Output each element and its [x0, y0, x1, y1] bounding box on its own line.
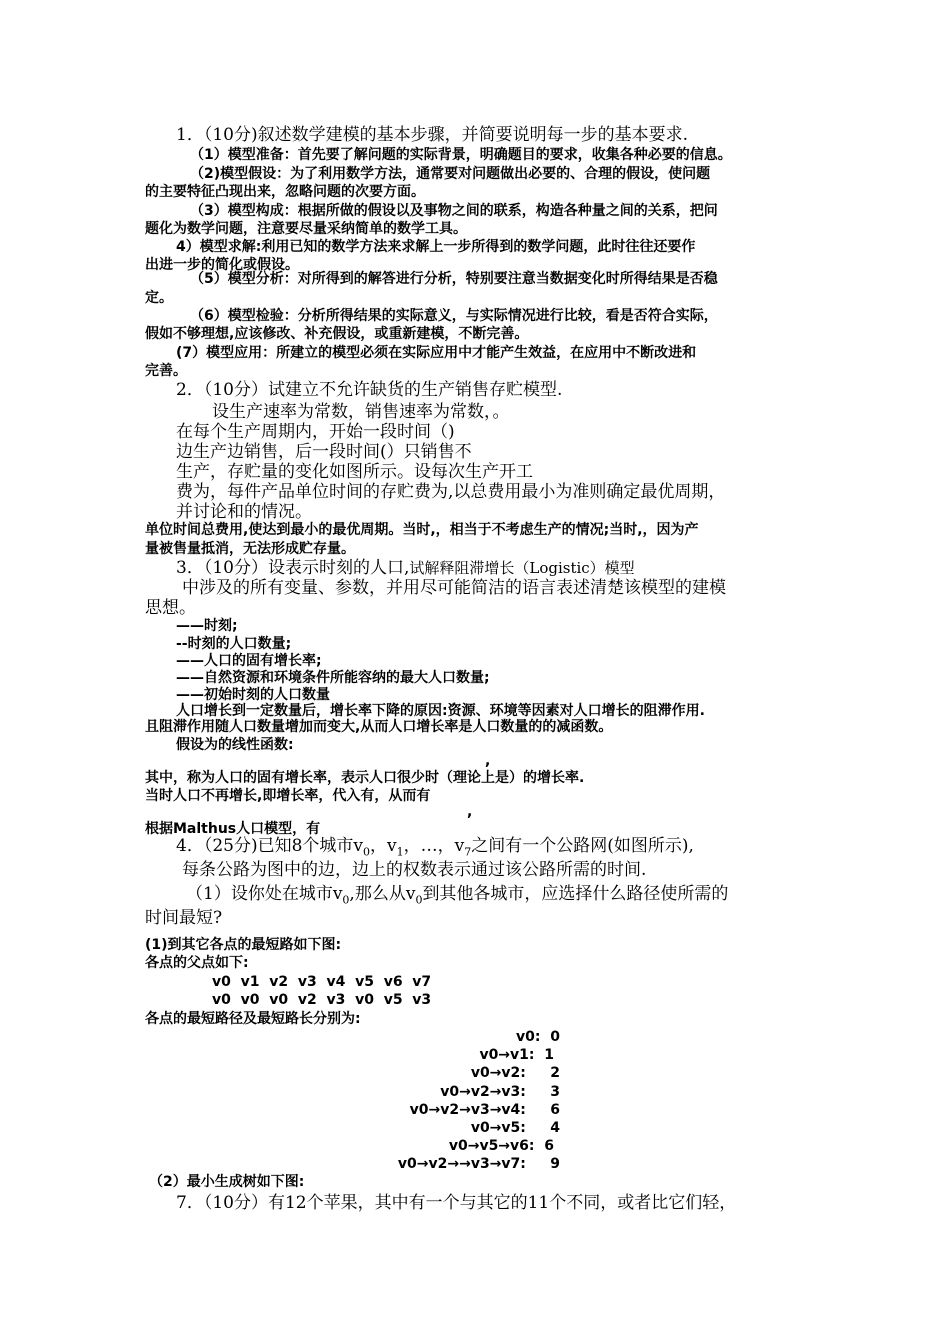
q2-line5: 费为，每件产品单位时间的存贮费为,以总费用最小为准则确定最优周期，	[176, 482, 726, 502]
q2-answer-line2: 量被售量抵消，无法形成贮存量。	[145, 541, 355, 557]
q4-subq1-line2: 时间最短?	[145, 908, 223, 928]
q3-var-population: --时刻的人口数量;	[176, 636, 292, 652]
q1-step4-line2: 出进一步的简化或假设。	[145, 257, 299, 273]
q4-line2: 每条公路为图中的边，边上的权数表示通过该公路所需的时间.	[182, 860, 647, 880]
q3-title-part1: 3．（10分）设表示时刻的人口,	[176, 558, 410, 578]
q3-line3: 思想。	[145, 598, 196, 618]
q1-step7-line1: (7）模型应用：所建立的模型必须在实际应用中才能产生效益，在应用中不断改进和	[176, 345, 697, 361]
q4-subq2-heading: （2）最小生成树如下图:	[149, 1174, 305, 1190]
q4-subq1-part2: ,那么从v	[349, 884, 416, 904]
q4-answer-heading: (1)到其它各点的最短路如下图:	[145, 937, 342, 953]
q4-subq1-part1: （1）设你处在城市v	[186, 884, 343, 904]
q3-title	[176, 560, 635, 577]
q4-subq1-part3: 到其他各城市，应选择什么路径使所需的	[422, 884, 729, 904]
q1-step5-line1: （5）模型分析：对所得到的解答进行分析，特别要注意当数据变化时所得结果是否稳	[190, 271, 718, 287]
q2-title: 2．（10分）试建立不允许缺货的生产销售存贮模型.	[176, 380, 563, 400]
q1-step6-line2: 假如不够理想,应该修改、补充假设，或重新建模，不断完善。	[145, 326, 529, 342]
q3-explain-line1: 人口增长到一定数量后，增长率下降的原因:资源、环境等因素对人口增长的阻滞作用.	[176, 703, 705, 719]
q4-title-sub1: 1	[396, 845, 404, 859]
q1-step6-line1: （6）模型检验：分析所得结果的实际意义，与实际情况进行比较，看是否符合实际，	[190, 308, 718, 324]
q4-path-v2: v0→v2: 2	[470, 1065, 560, 1081]
q4-path-v6: v0→v5→v6: 6	[448, 1138, 554, 1154]
q3-var-time: ——时刻;	[176, 618, 238, 634]
q3-var-initial: ——初始时刻的人口数量	[176, 687, 330, 703]
q4-parents-heading: 各点的父点如下:	[145, 955, 249, 971]
q3-title-part2: 试解释阻滞增长（Logistic）模型	[409, 559, 635, 577]
q3-explain-line3: 假设为的线性函数:	[176, 737, 294, 753]
q4-subq1-sub0-b: 0	[415, 893, 423, 907]
q4-subq1-line1	[186, 886, 728, 905]
q2-answer-line1: 单位时间总费用,使达到最小的最优周期。当时,，相当于不考虑生产的情况;当时,，因为产	[145, 522, 699, 538]
q4-path-v4: v0→v2→v3→v4: 6	[409, 1102, 560, 1118]
q1-title: 1．（10分)叙述数学建模的基本步骤，并简要说明每一步的基本要求.	[176, 125, 688, 145]
q1-step4-line1: 4）模型求解:利用已知的数学方法来求解上一步所得到的数学问题，此时往往还要作	[176, 239, 696, 255]
q3-explain-line4: 其中，称为人口的固有增长率，表示人口很少时（理论上是）的增长率.	[145, 770, 585, 786]
q4-path-v0: v0: 0	[516, 1029, 560, 1045]
q4-path-v7: v0→v2→→v3→v7: 9	[397, 1156, 560, 1172]
q1-step3-line2: 题化为数学问题，注意要尽量采纳简单的数学工具。	[145, 221, 467, 237]
q3-explain-line5: 当时人口不再增长,即增长率，代入有，从而有	[145, 788, 431, 804]
q2-line1: 设生产速率为常数，销售速率为常数，。	[212, 402, 510, 422]
q4-path-v1: v0→v1: 1	[479, 1047, 554, 1063]
q2-line3: 边生产边销售，后一段时间(）只销售不	[176, 442, 472, 462]
q4-title	[176, 838, 694, 857]
q1-step7-line2: 完善。	[145, 363, 187, 379]
q4-title-part4: 之间有一个公路网(如图所示),	[471, 836, 694, 856]
q3-comma-2: ,	[467, 804, 473, 820]
q4-paths-heading: 各点的最短路径及最短路长分别为:	[145, 1011, 361, 1027]
q3-var-growth-rate: ——人口的固有增长率;	[176, 653, 322, 669]
q1-step2-line1: （2)模型假设：为了利用数学方法，通常要对问题做出必要的、合理的假设，使问题	[190, 166, 711, 182]
q4-title-sub0: 0	[363, 845, 370, 859]
q1-step1: （1）模型准备：首先要了解问题的实际背景，明确题目的要求，收集各种必要的信息。	[190, 147, 732, 163]
q4-path-v3: v0→v2→v3: 3	[440, 1084, 560, 1100]
q3-line2: 中涉及的所有变量、参数，并用尽可能简洁的语言表述清楚该模型的建模	[182, 578, 726, 598]
q4-parents-row: v0 v0 v0 v2 v3 v0 v5 v3	[212, 992, 432, 1008]
q1-step5-line2: 定。	[145, 290, 173, 306]
q4-title-part2: ，v	[370, 836, 397, 856]
q4-title-sub7: 7	[464, 845, 472, 859]
q3-var-capacity: ——自然资源和环境条件所能容纳的最大人口数量;	[176, 670, 490, 686]
q7-title: 7．（10分）有12个苹果，其中有一个与其它的11个不同，或者比它们轻，	[176, 1193, 737, 1213]
q1-step2-line2: 的主要特征凸现出来，忽略问题的次要方面。	[145, 184, 425, 200]
q2-line4: 生产，存贮量的变化如图所示。设每次生产开工	[176, 462, 533, 482]
q4-title-part3: ，…，v	[403, 836, 465, 856]
q4-subq1-sub0-a: 0	[342, 893, 350, 907]
q4-title-part1: 4．（25分)已知8个城市v	[176, 836, 363, 856]
q3-explain-line2: 且阻滞作用随人口数量增加而变大,从而人口增长率是人口数量的的减函数。	[145, 719, 613, 735]
q3-comma-1: ,	[485, 753, 491, 769]
q2-line6: 并讨论和的情况。	[176, 502, 312, 522]
q4-path-v5: v0→v5: 4	[470, 1120, 560, 1136]
q2-line2: 在每个生产周期内，开始一段时间（)	[176, 422, 455, 442]
q1-step3-line1: （3）模型构成：根据所做的假设以及事物之间的联系，构造各种量之间的关系，把问	[190, 203, 718, 219]
q4-vertices-row: v0 v1 v2 v3 v4 v5 v6 v7	[212, 974, 432, 990]
q3-explain-line6: 根据Malthus人口模型，有	[145, 821, 321, 837]
